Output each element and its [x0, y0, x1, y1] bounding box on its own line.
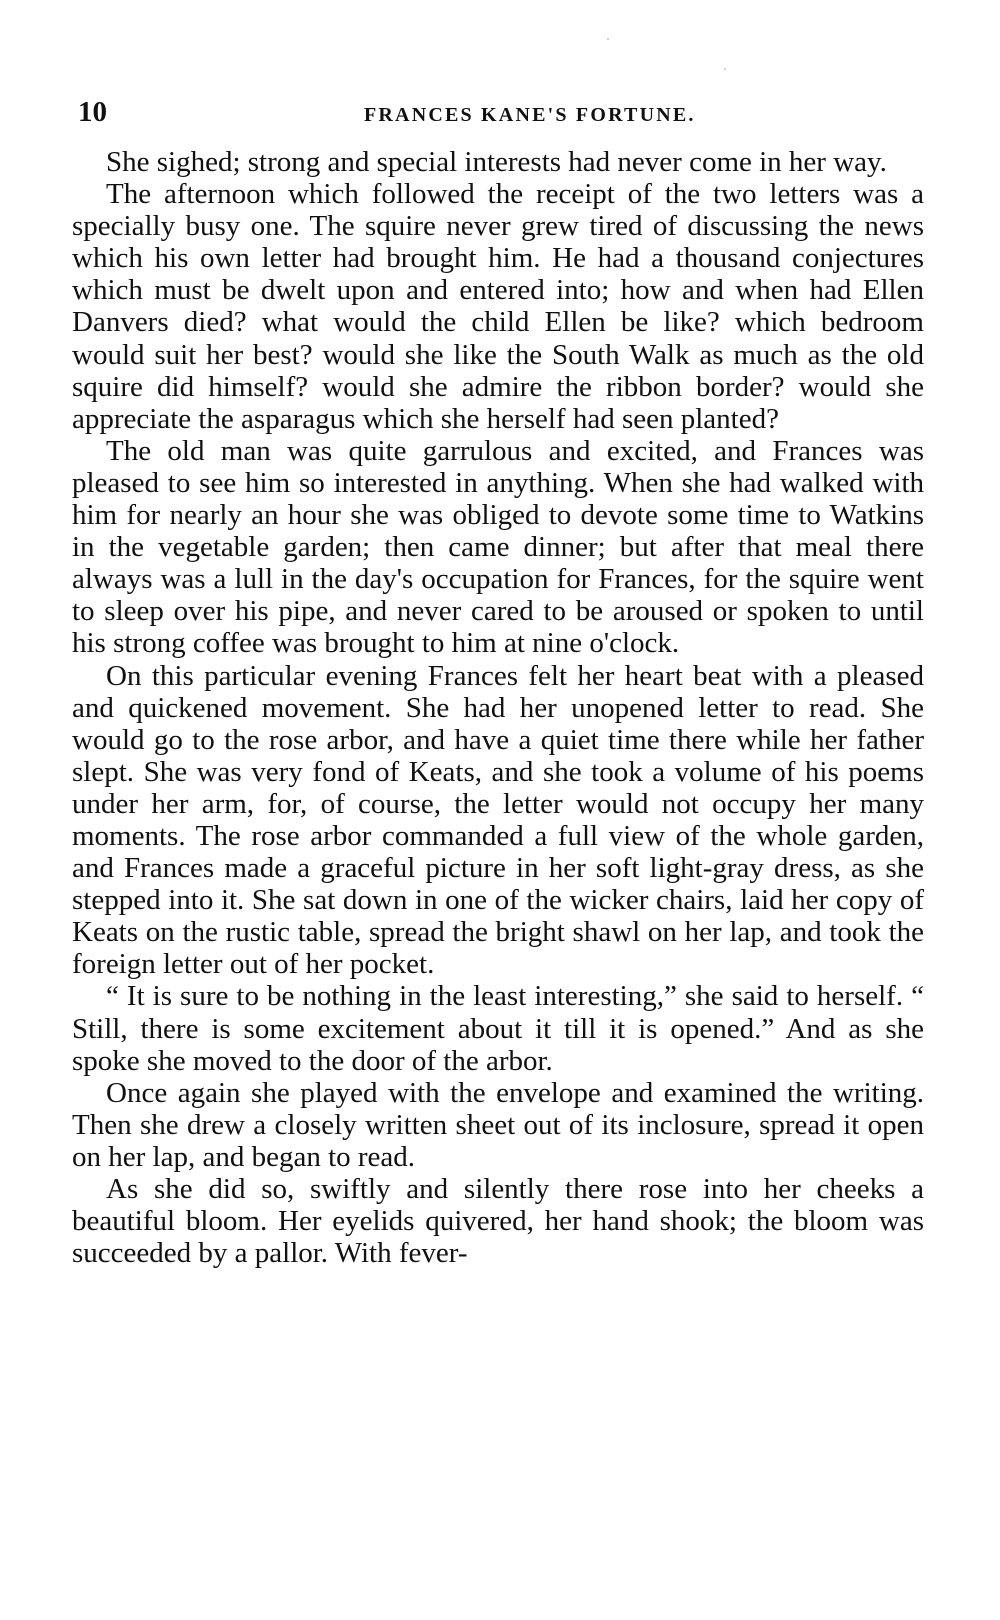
book-page — [72, 96, 924, 1269]
running-title: FRANCES KANE'S FORTUNE. — [364, 104, 696, 126]
paragraph: The afternoon which followed the receipt of the two letters was a specially busy one. The squire never grew tired of discussing the news which his own letter had brought him. He had a thousand conjectures which must be dwelt upon and entered into; how and when had Ellen Danvers died? what would the child Ellen be like? which bedroom would suit her best? would she like the South Walk as much as the old squire did himself? would she admire the ribbon border? would she appreciate the asparagus which she herself had seen planted? — [72, 178, 924, 435]
paragraph: Once again she played with the envelope and examined the writing. Then she drew a closely written sheet out of its inclosure, spread it open on her lap, and began to read. — [72, 1076, 924, 1173]
paragraph: As she did so, swiftly and silently there rose into her cheeks a beautiful bloom. Her eyelids quivered, her hand shook; the bloom was succeeded by a pallor. With fever- — [72, 1173, 924, 1270]
paragraph: “ It is sure to be nothing in the least interesting,” she said to herself. “ Still, there is some excitement about it till it is opened.” And as she spoke she moved to the door of the arbor. — [72, 980, 924, 1077]
paper-speck — [724, 68, 726, 70]
paper-speck — [607, 38, 609, 40]
page-number: 10 — [78, 96, 107, 128]
running-head — [72, 96, 924, 146]
body-text — [72, 146, 924, 1269]
paragraph: On this particular evening Frances felt her heart beat with a pleased and quickened movement. She had her unopened letter to read. She would go to the rose arbor, and have a quiet time there while her father slept. She was very fond of Keats, and she took a volume of his poems under her arm, for, of course, the letter would not occupy her many moments. The rose arbor commanded a full view of the whole garden, and Frances made a graceful picture in her soft light-gray dress, as she stepped into it. She sat down in one of the wicker chairs, laid her copy of Keats on the rustic table, spread the bright shawl on her lap, and took the foreign letter out of her pocket. — [72, 659, 924, 981]
paragraph: She sighed; strong and special interests had never come in her way. — [106, 146, 887, 178]
paragraph: The old man was quite garrulous and excited, and Frances was pleased to see him so interested in anything. When she had walked with him for nearly an hour she was obliged to devote some time to Watkins in the vegetable garden; then came dinner; but after that meal there always was a lull in the day's occupation for Frances, for the squire went to sleep over his pipe, and never cared to be aroused or spoken to until his strong coffee was brought to him at nine o'clock. — [72, 434, 924, 660]
